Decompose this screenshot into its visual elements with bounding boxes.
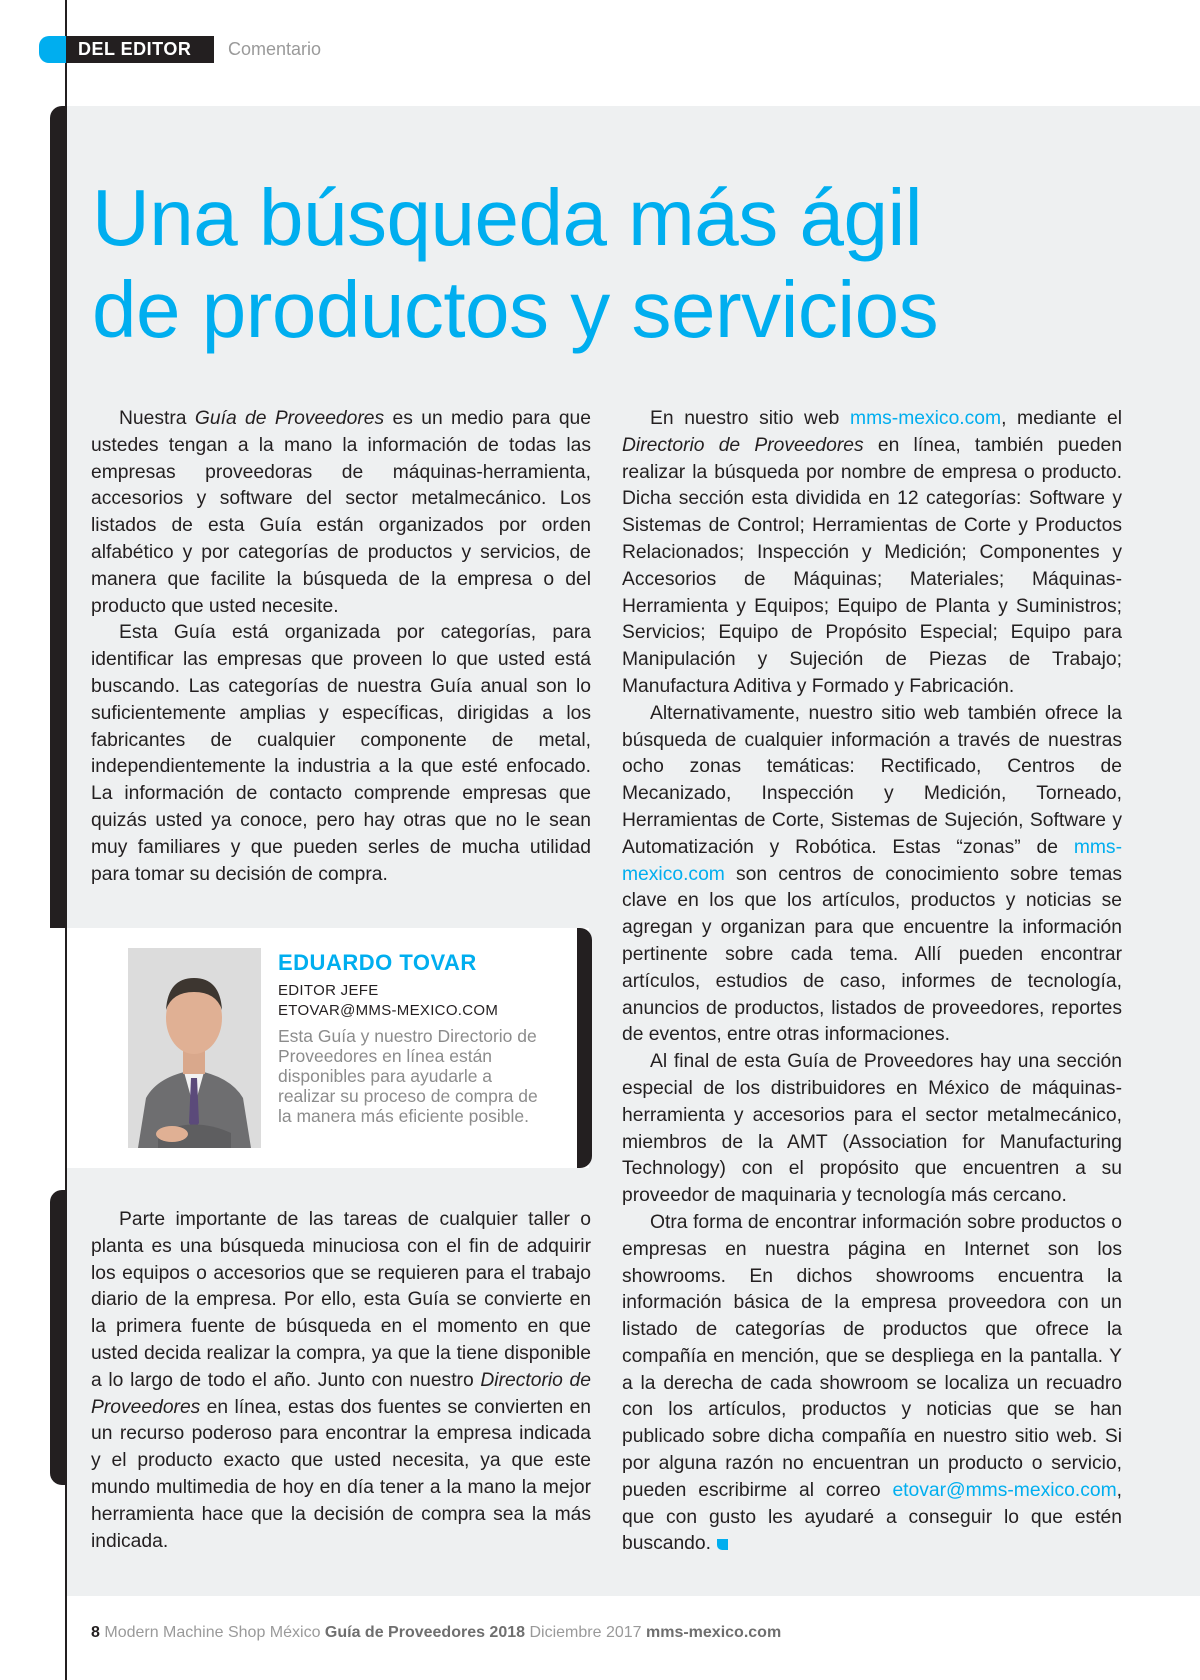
article-title bbox=[92, 172, 1092, 356]
website-link[interactable]: mms-mexico.com bbox=[850, 408, 1002, 429]
issue-name: Guía de Proveedores 2018 bbox=[324, 1624, 526, 1641]
column-left-top bbox=[91, 406, 591, 888]
left-accent-bar-top bbox=[50, 106, 67, 928]
author-email[interactable]: ETOVAR@MMS-MEXICO.COM bbox=[278, 1002, 499, 1019]
title-line-2: de productos y servicios bbox=[92, 265, 939, 354]
section-tab: DEL EDITOR bbox=[66, 36, 214, 63]
section-tab-accent bbox=[39, 36, 69, 63]
issue-date: Diciembre 2017 bbox=[529, 1624, 642, 1641]
page-number: 8 bbox=[91, 1624, 100, 1641]
author-name: EDUARDO TOVAR bbox=[278, 950, 477, 975]
left-accent-bar-bottom bbox=[50, 1190, 67, 1485]
paragraph: En nuestro sitio web mms-mexico.com, mediante el Directorio de Proveedores en línea, también pueden realizar la búsqueda por nombre de empresa o producto. Dicha sección esta dividida en 12 categorías: Software y Sistemas de Control; Herramientas de Corte y Productos Relacionados; Inspección y Medición; Componentes y Accesorios de Máquinas; Materiales; Máquinas-Herramienta y Equipos; Equipo de Planta y Suministros; Servicios; Equipo de Propósito Especial; Equipo para Manipulación y Sujeción de Piezas de Trabajo; Manufactura Aditiva y Formado y Fabricación. bbox=[622, 408, 1122, 697]
column-right bbox=[622, 406, 1122, 1558]
paragraph: Alternativamente, nuestro sitio web también ofrece la búsqueda de cualquier información a través de nuestras ocho zonas temáticas: Rectificado, Centros de Mecanizado, Inspección y Medición, Torneado, Herramientas de Corte, Sistemas de Sujeción, Software y Automatización y Robótica. Estas “zonas” de mms-mexico.com son centros de conocimiento sobre temas clave en los que los artículos, productos y noticias se agregan y organizan para que encuentre la información pertinente sobre cada tema. Allí pueden encontrar artículos, estudios de caso, informes de tecnología, anuncios de productos, listados de proveedores, reportes de eventos, entre otras informaciones. bbox=[622, 702, 1122, 1046]
footer-website[interactable]: mms-mexico.com bbox=[646, 1624, 782, 1641]
column-left-bottom bbox=[91, 1207, 591, 1555]
author-box-accent-bar bbox=[577, 928, 592, 1168]
paragraph: Al final de esta Guía de Proveedores hay una sección especial de los distribuidores en México de máquinas-herramienta y accesorios para el sector metalmecánico, miembros de la AMT (Association for Manufacturing Technology) con el propósito que encuentren a su proveedor de maquinaria y tecnología más cercano. bbox=[622, 1051, 1122, 1207]
title-line-1: Una búsqueda más ágil bbox=[92, 173, 923, 262]
author-role: EDITOR JEFE bbox=[278, 982, 379, 999]
paragraph: Parte importante de las tareas de cualquier taller o planta es una búsqueda minuciosa con el fin de adquirir los equipos o accesorios que se requieren para el trabajo diario de la empresa. Por ello, esta Guía se convierte en la primera fuente de búsqueda en el momento en que usted decida realizar la compra, ya que la tiene disponible a lo largo de todo el año. Junto con nuestro Directorio de Proveedores en línea, estas dos fuentes se convierten en un recurso poderoso para encontrar la empresa indicada y el producto exacto que usted necesita, ya que este mundo multimedia de hoy en día tener a la mano la mejor herramienta hace que la decisión de compra sea la más indicada. bbox=[91, 1209, 591, 1552]
website-link[interactable]: mms-mexico.com bbox=[622, 836, 1122, 885]
paragraph: Esta Guía está organizada por categorías, para identificar las empresas que proveen lo que usted está buscando. Las categorías de nuestra Guía anual son lo suficientemente amplias y específicas, dirigidas a los fabricantes de cualquier componente de metal, independientemente la industria a la que esté enfocado. La información de contacto comprende empresas que quizás usted ya conoce, pero hay otras que no le sean muy familiares y que pueden serles de mucha utilidad para tomar su decisión de compra. bbox=[91, 622, 591, 885]
section-category: Comentario bbox=[228, 39, 322, 59]
paragraph: Nuestra Guía de Proveedores es un medio para que ustedes tengan a la mano la información de todas las empresas proveedoras de máquinas-herramienta, accesorios y software del sector metalmecánico. Los listados de esta Guía están organizados por orden alfabético y por categorías de productos y servicios, de manera que facilite la búsqueda de la empresa o del producto que usted necesite. bbox=[91, 408, 591, 617]
paragraph: Otra forma de encontrar información sobre productos o empresas en nuestra página en Internet son los showrooms. En dichos showrooms encuentra la información básica de la empresa proveedora con un listado de categorías de productos que ofrece la compañía en mención, que se despliega en la pantalla. Y a la derecha de cada showroom se localiza un recuadro con los artículos, productos y noticias que se han publicado sobre dicha compañía en nuestro sitio web. Si por alguna razón no encuentran un producto o servicio, pueden escribirme al correo etovar@mms-mexico.com, que con gusto les ayudaré a conseguir lo que estén buscando. bbox=[622, 1211, 1122, 1555]
magazine-name: Modern Machine Shop México bbox=[104, 1624, 321, 1641]
end-of-article-icon bbox=[717, 1539, 728, 1550]
author-quote: Esta Guía y nuestro Directorio de Proveedores en línea están disponibles para ayudarle a realizar su proceso de compra de la manera más eficiente posible. bbox=[278, 1026, 538, 1126]
page-footer bbox=[91, 1624, 781, 1642]
email-link[interactable]: etovar@mms-mexico.com bbox=[892, 1479, 1117, 1501]
author-photo bbox=[128, 948, 261, 1148]
